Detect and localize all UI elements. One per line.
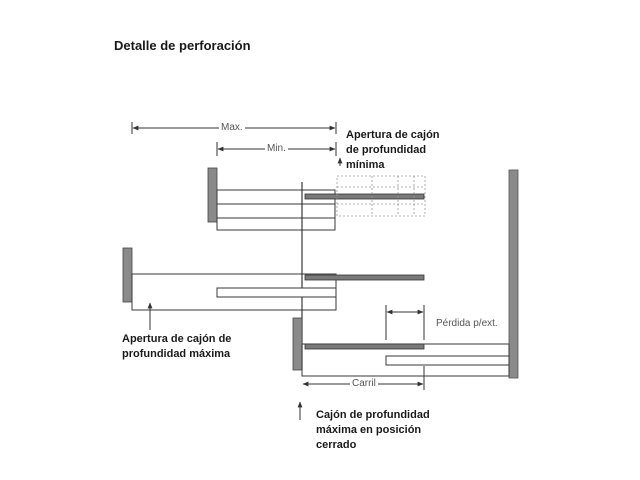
perdida-label: Pérdida p/ext. [436,318,498,329]
rail-bottom [305,344,424,349]
rail-middle [305,275,424,280]
min-opening-label: Apertura de cajón de profundidad mínima [346,129,440,171]
rail-top [305,194,424,199]
drawer-front-middle [123,248,132,302]
drawer-front-top [208,168,217,222]
max-opening-label: Apertura de cajón de profundidad máxima [122,333,232,360]
min-label: Min. [267,143,286,154]
carril-label: Carril [352,378,376,389]
drawer-front-bottom [293,318,302,370]
closed-label: Cajón de profundidad máxima en posición cerrado [316,409,430,451]
rail-middle-inner [217,288,336,297]
rail-bottom-inner [386,356,509,365]
max-label: Max. [221,122,243,133]
cabinet-side-wall [509,170,518,378]
page-title: Detalle de perforación [114,38,251,53]
